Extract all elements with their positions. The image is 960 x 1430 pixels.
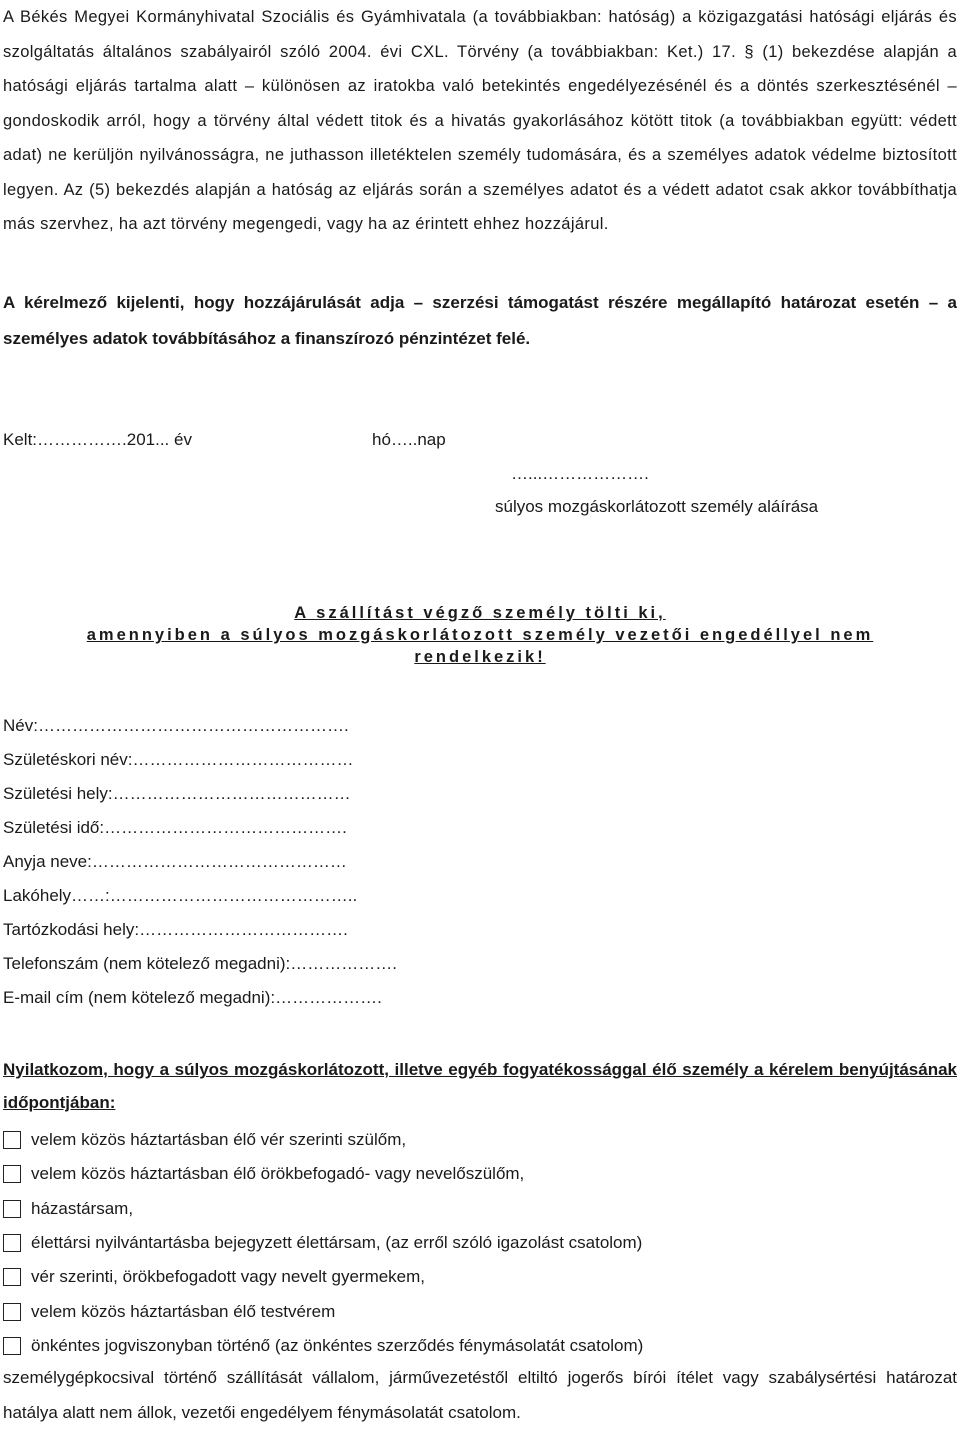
option-row: [3, 1192, 643, 1226]
birth-place-field[interactable]: Születési hely:……………………………………: [3, 784, 351, 803]
driver-heading-line: rendelkezik!: [414, 648, 546, 666]
option-checkbox[interactable]: [3, 1165, 21, 1183]
option-label: vér szerinti, örökbefogadott vagy nevelt gyermekem,: [31, 1267, 426, 1287]
consent-statement: A kérelmező kijelenti, hogy hozzájárulását adja – szerzési támogatást részére megállapító határozat esetén – a személyes adatok továbbításához a finanszírozó pénzintézet felé.: [3, 293, 957, 348]
option-label: velem közös háztartásban élő örökbefogadó- vagy nevelőszülőm,: [31, 1164, 525, 1184]
option-checkbox[interactable]: [3, 1200, 21, 1218]
option-row: [3, 1226, 643, 1260]
signature-label: súlyos mozgáskorlátozott személy aláírása: [495, 497, 819, 516]
transport-declaration: személygépkocsival történő szállítását vállalom, járművezetéstől eltiltó jogerős bírói ítélet vagy szabálysértési határozat hatálya alatt nem állok, vezetői engedélyem fénymásolatát csatolom.: [3, 1368, 957, 1422]
option-label: önkéntes jogviszonyban történő (az önkéntes szerződés fénymásolatát csatolom): [31, 1335, 644, 1355]
option-row: [3, 1260, 643, 1294]
option-checkbox[interactable]: [3, 1337, 21, 1355]
option-checkbox[interactable]: [3, 1131, 21, 1149]
option-checkbox[interactable]: [3, 1303, 21, 1321]
stay-address-field[interactable]: Tartózkodási hely:……………………………….: [3, 920, 348, 939]
date-line: [3, 428, 446, 452]
email-field[interactable]: E-mail cím (nem kötelező megadni):……………….: [3, 988, 382, 1007]
option-row: [3, 1157, 643, 1191]
birth-date-field[interactable]: Születési idő:…………………………………….: [3, 818, 347, 837]
signature-line[interactable]: …...……………….: [511, 464, 649, 483]
relationship-options: [3, 1123, 643, 1363]
option-row: [3, 1294, 643, 1328]
driver-heading-line: A szállítást végző személy tölti ki,: [294, 604, 666, 622]
option-row: [3, 1329, 643, 1363]
option-label: házastársam,: [31, 1198, 134, 1218]
phone-field[interactable]: Telefonszám (nem kötelező megadni):……………….: [3, 954, 397, 973]
mother-name-field[interactable]: Anyja neve:………………………………………: [3, 852, 347, 871]
option-row: [3, 1123, 643, 1157]
option-label: velem közös háztartásban élő vér szerinti szülőm,: [31, 1130, 407, 1150]
date-field[interactable]: Kelt:…………….201... év: [3, 430, 192, 449]
option-checkbox[interactable]: [3, 1268, 21, 1286]
birth-name-field[interactable]: Születéskori név:…………………………………: [3, 750, 354, 769]
driver-section-heading: [40, 602, 920, 668]
month-day-field[interactable]: hó…..nap: [372, 430, 446, 449]
residence-field[interactable]: Lakóhely……:……………………………………..: [3, 886, 358, 905]
option-label: velem közös háztartásban élő testvérem: [31, 1301, 336, 1321]
name-field[interactable]: Név:……………………………………………….: [3, 716, 349, 735]
option-label: élettársi nyilvántartásba bejegyzett élettársam, (az erről szóló igazolást csatolom): [31, 1233, 643, 1253]
driver-fields: [3, 714, 397, 1020]
driver-heading-line: amennyiben a súlyos mozgáskorlátozott személy vezetői engedéllyel nem: [86, 626, 874, 644]
option-checkbox[interactable]: [3, 1234, 21, 1252]
intro-paragraph: A Békés Megyei Kormányhivatal Szociális és Gyámhivatala (a továbbiakban: hatóság) a közigazgatási hatósági eljárás és szolgáltatás általános szabályairól szóló 2004. évi CXL. Törvény (a továbbiakban: Ket.) 17. § (1) bekezdése alapján a hatósági eljárás tartalma alatt – különösen az iratokba való betekintés engedélyezésénél és a döntés szerkesztésénél – gondoskodik arról, hogy a törvény által védett titok és a hivatás gyakorlásához kötött titok (a továbbiakban együtt: védett adat) ne kerüljön nyilvánosságra, ne juthasson illetéktelen személy tudomására, és a személyes adatok védelme biztosított legyen. Az (5) bekezdés alapján a hatóság az eljárás során a személyes adatot és a védett adatot csak akkor továbbíthatja más szervhez, ha azt törvény megengedi, vagy ha az érintett ehhez hozzájárul.: [3, 8, 957, 233]
declaration-heading: Nyilatkozom, hogy a súlyos mozgáskorlátozott, illetve egyéb fogyatékossággal élő személy a kérelem benyújtásának időpontjában:: [3, 1060, 957, 1112]
